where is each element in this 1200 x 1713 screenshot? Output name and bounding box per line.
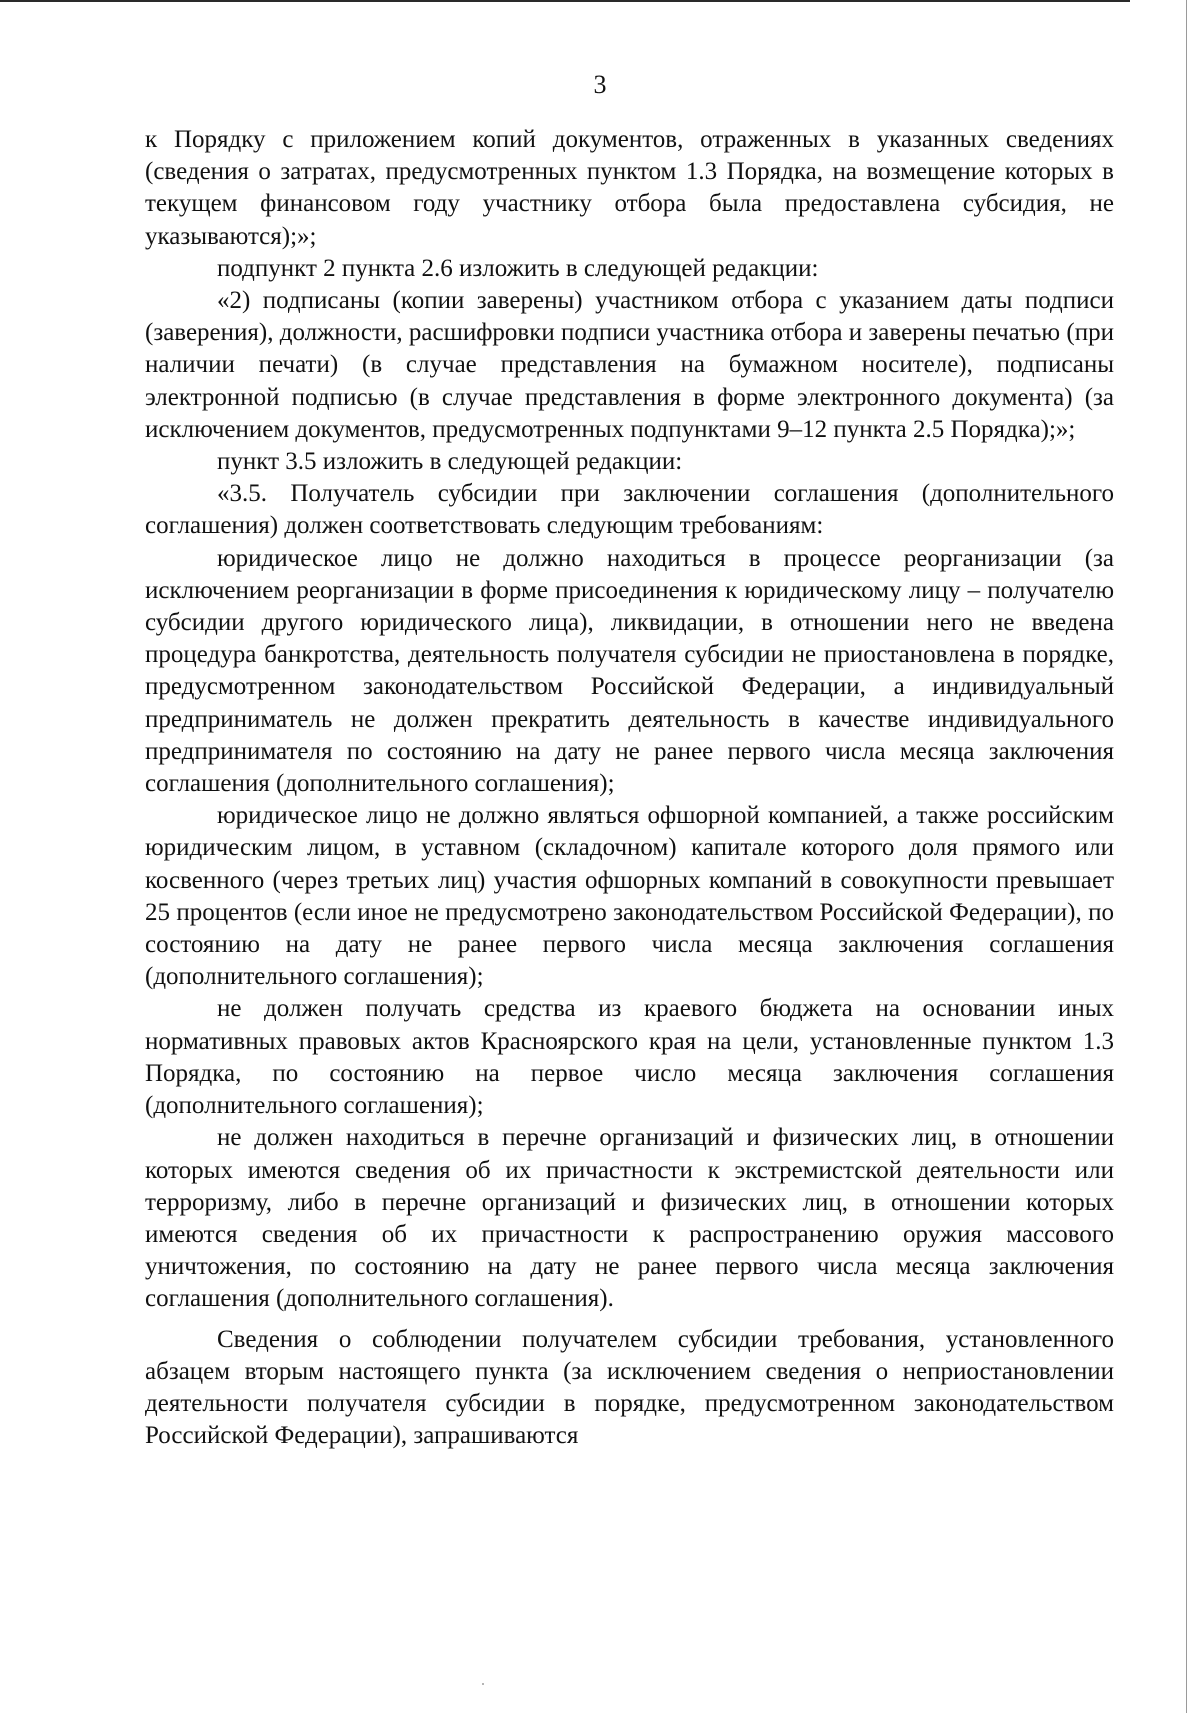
scan-speck [482,1683,484,1685]
right-edge-line [1186,0,1187,1713]
paragraph-amendment-2-6: подпункт 2 пункта 2.6 изложить в следующей редакции: [217,254,819,282]
paragraph-requirement-reorganization: юридическое лицо не должно находиться в процессе реорганизации (за исключением реорганизации в форме присоединения к юридическому лицу – получателю субсидии другого юридического лица), ликвидации, в отношении него не введена процедура банкротства, деятельность получателя субсидии не приостановлена в порядке, предусмотренном законодательством Российской Федерации, а индивидуальный предприниматель не должен прекратить деятельность в качестве индивидуального предпринимателя по состоянию на дату не ранее первого числа месяца заключения соглашения (дополнительного соглашения); [145,544,1114,798]
paragraph-requirement-budget-funds: не должен получать средства из краевого бюджета на основании иных нормативных правовых актов Красноярского края на цели, установленные пунктом 1.3 Порядка, по состоянию на первое число месяца заключения соглашения (дополнительного соглашения); [145,995,1114,1120]
paragraph-amendment-3-5: пункт 3.5 изложить в следующей редакции: [217,448,683,476]
corner-mark [1102,0,1118,2]
document-body [145,124,1114,1452]
paragraph-requirement-offshore: юридическое лицо не должно являться офшорной компанией, а также российским юридическим лицом, в уставном (складочном) капитале которого доля прямого или косвенного (через третьих лиц) участия офшорных компаний в совокупности превышает 25 процентов (если иное не предусмотрено законодательством Российской Федерации), по состоянию на дату не ранее первого числа месяца заключения соглашения (дополнительного соглашения); [145,802,1114,991]
top-border-line [0,0,1130,2]
paragraph-item-3-5-text: «3.5. Получатель субсидии при заключении соглашения (дополнительного соглашения) должен соответствовать следующим требованиям: [145,480,1114,540]
page-number: 3 [593,70,607,99]
paragraph-requirement-extremism-list: не должен находиться в перечне организаций и физических лиц, в отношении которых имеются сведения об их причастности к экстремистской деятельности или терроризму, либо в перечне организаций и физических лиц, в отношении которых имеются сведения об их причастности к распространению оружия массового уничтожения, по состоянию на дату не ранее первого числа месяца заключения соглашения (дополнительного соглашения). [145,1124,1114,1313]
paragraph-information-request: Сведения о соблюдении получателем субсидии требования, установленного абзацем вторым настоящего пункта (за исключением сведения о неприостановлении деятельности получателя субсидии в порядке, предусмотренном законодательством Российской Федерации), запрашиваются [145,1325,1114,1450]
paragraph-continuation: к Порядку с приложением копий документов, отраженных в указанных сведениях (сведения о затратах, предусмотренных пунктом 1.3 Порядка, на возмещение которых в текущем финансовом году участнику отбора была предоставлена субсидия, не указываются);»; [145,126,1114,250]
paragraph-subitem-2-text: «2) подписаны (копии заверены) участником отбора с указанием даты подписи (заверения), должности, расшифровки подписи участника отбора и заверены печатью (при наличии печати) (в случае представления на бумажном носителе), подписаны электронной подписью (в случае представления в форме электронного документа) (за исключением документов, предусмотренных подпунктами 9–12 пункта 2.5 Порядка);»; [145,287,1114,443]
